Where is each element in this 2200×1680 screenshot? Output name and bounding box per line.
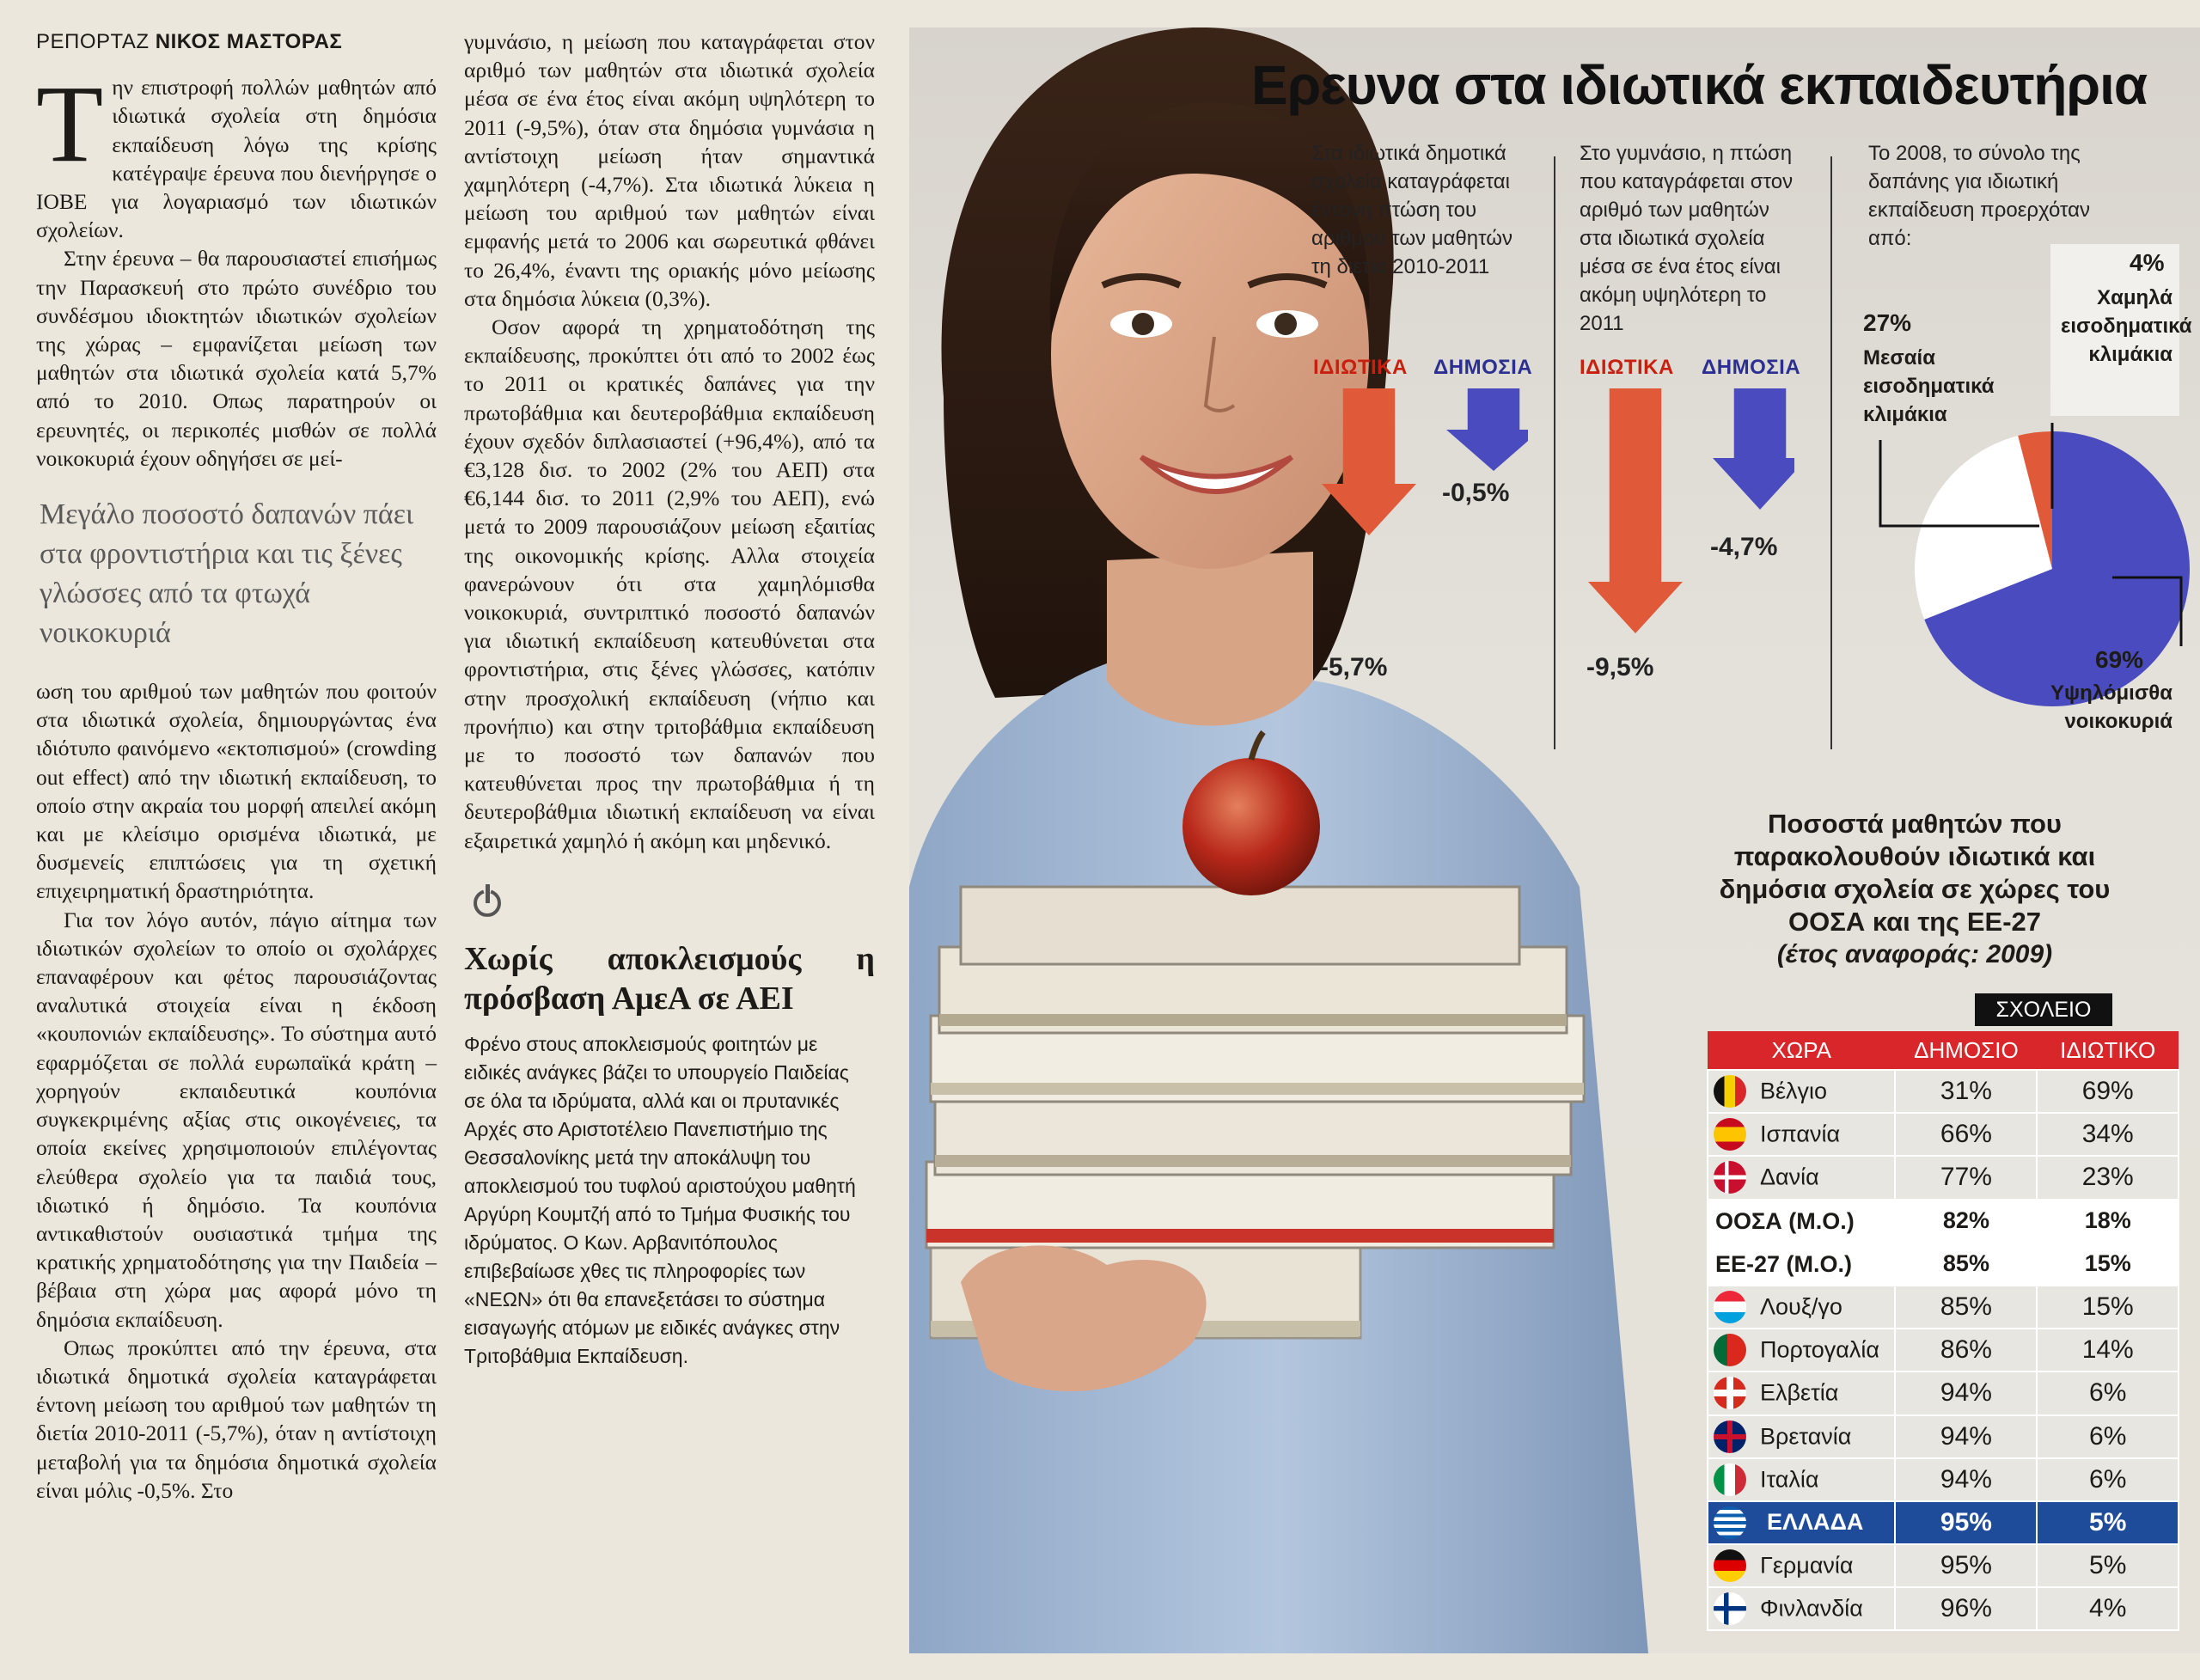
luxembourg-flag-icon (1714, 1291, 1746, 1323)
block2-private-value: -9,5% (1586, 653, 1654, 681)
paragraph-2: Στην έρευνα – θα παρουσιαστεί επισήμως την Παρασκευή στο πρώτο συνέδριο του συνδέσμου ιδιοκτητών ιδιωτικών σχολείων της χώρας – εμφανίζεται μείωση των μαθητών στα ιδιωτικά σχολεία κατά 5,7% από το 2010. Οπως παρατηρούν οι ερευνητές, οι περικοπές μισθών σε πολλά νοικοκυριά έχουν οδηγήσει σε μεί- (36, 246, 437, 471)
country-name: Ισπανία (1760, 1121, 1841, 1147)
country-name: Δανία (1760, 1164, 1819, 1190)
country-cell (1708, 1458, 1895, 1501)
sidebar-story (464, 884, 875, 1371)
table-group-header: ΣΧΟΛΕΙΟ (1975, 993, 2112, 1026)
block2-label-public: ΔΗΜΟΣΙΑ (1702, 356, 1801, 379)
private-cell: 4% (2037, 1587, 2179, 1630)
table-row (1708, 1415, 2179, 1458)
infographic-title: Ερευνα στα ιδιωτικά εκπαιδευτήρια (1251, 54, 2148, 116)
uk-flag-icon (1714, 1420, 1746, 1453)
table-row (1708, 1587, 2179, 1630)
country-name: Ιταλία (1760, 1466, 1819, 1493)
block1-text: Στα ιδιωτικά δημοτικά σχολεία καταγράφεται έντονη πτώση του αριθμού των μαθητών τη διετία 2010-2011 (1311, 142, 1512, 278)
table-row (1708, 1200, 2179, 1243)
table-subtitle: (έτος αναφοράς: 2009) (1776, 940, 2053, 968)
table-row (1708, 1243, 2179, 1286)
col-private: ΙΔΙΩΤΙΚΟ (2037, 1031, 2179, 1070)
block1-label-private: ΙΔΙΩΤΙΚΑ (1313, 356, 1408, 379)
block1-label-public: ΔΗΜΟΣΙΑ (1433, 356, 1533, 379)
portugal-flag-icon (1714, 1334, 1746, 1366)
table-header-row (1708, 1031, 2179, 1070)
slice-high-value: 69% (2095, 646, 2144, 673)
block2-public-arrow (1713, 388, 1794, 510)
public-cell: 85% (1895, 1286, 2037, 1329)
public-cell: 95% (1895, 1501, 2037, 1544)
power-icon (471, 884, 507, 920)
belgium-flag-icon (1714, 1075, 1746, 1108)
public-cell: 94% (1895, 1458, 2037, 1501)
public-cell: 66% (1895, 1113, 2037, 1156)
table-title: Ποσοστά μαθητών που παρακολουθούν ιδιωτικά και δημόσια σχολεία σε χώρες του ΟΟΣΑ και της ΕΕ-27 (1719, 809, 2111, 937)
country-cell (1708, 1371, 1895, 1414)
table-row (1708, 1371, 2179, 1414)
public-cell: 95% (1895, 1544, 2037, 1587)
sidebar-body: Φρένο στους αποκλεισμούς φοιτητών με ειδικές ανάγκες βάζει το υπουργείο Παιδείας σε όλα τα ιδρύματα, αλλά και οι πρυτανικές Αρχές στο Αριστοτέλειο Πανεπιστήμιο της Θεσσαλονίκης μετά την αποκάλυψη του αποκλεισμού του τυφλού αριστούχου μαθητή Αργύρη Κουμτζή από το Τμήμα Φυσικής του ιδρύματος. Ο Κων. Αρβανιτόπουλος επιβεβαίωσε χθες τις πληροφορίες των «ΝΕΩΝ» ότι θα επανεξετάσει το σύστημα εισαγωγής ατόμων με ειδικές ανάγκες στην Τριτοβάθμια Εκπαίδευση. (464, 1032, 856, 1367)
lead-paragraph-text: ην επιστροφή πολλών μαθητών από ιδιωτικά σχολεία στη δημόσια εκπαίδευση λόγω της κρίσης κατέγραψε έρευνα που διενήργησε ο ΙΟΒΕ για λογαριασμό των ιδιωτικών σχολείων. (36, 75, 437, 243)
drop-cap: Τ (36, 63, 104, 186)
country-table (1707, 1031, 2179, 1631)
private-cell: 6% (2037, 1415, 2179, 1458)
private-cell: 6% (2037, 1458, 2179, 1501)
country-name: Βέλγιο (1760, 1078, 1828, 1104)
private-cell: 23% (2037, 1156, 2179, 1199)
article-column-1 (36, 27, 437, 1505)
country-name: ΕΛΛΑΔΑ (1767, 1509, 1864, 1536)
paragraph-3: ωση του αριθμού των μαθητών που φοιτούν στα ιδιωτικά σχολεία, δημιουργώντας ένα ιδιότυπο φαινόμενο «εκτοπισμού» (crowding out effect) από την ιδιωτική εκπαίδευση, το οποίο στην ακραία του μορφή απειλεί ακόμη και με κλείσιμο ορισμένα ιδιωτικά, με δυσμενείς επιπτώσεις για τη σχετική επιχειρηματική δραστηριότητα. (36, 679, 437, 904)
block2-public-value: -4,7% (1710, 533, 1778, 561)
slice-mid-label: Μεσαία εισοδηματικά κλιμάκια (1863, 346, 1995, 426)
country-cell (1708, 1113, 1895, 1156)
paragraph-5: Οπως προκύπτει από την έρευνα, στα ιδιωτικά δημοτικά σχολεία καταγράφεται έντονη μείωση του αριθμού των μαθητών τη διετία 2010-2011 (-5,7%), όταν η αντίστοιχη μεταβολή για τα δημόσια δημοτικά σχολεία είναι μόλις -0,5%. Στο (36, 1335, 437, 1503)
country-cell (1708, 1070, 1895, 1113)
country-cell (1708, 1587, 1895, 1630)
private-cell: 69% (2037, 1070, 2179, 1113)
country-name: Βρετανία (1760, 1423, 1852, 1450)
divider-2 (1830, 156, 1832, 749)
country-cell (1708, 1156, 1895, 1199)
paragraph-4: Για τον λόγο αυτόν, πάγιο αίτημα των ιδιωτικών σχολείων το οποίο οι σχολάρχες επαναφέρουν και φέτος παρουσιάζοντας αναλυτικά στοιχεία είναι η έκδοση «κουπονιών εκπαίδευσης». Το σύστημα αυτό εφαρμόζεται σε πολλά ευρωπαϊκά κράτη – χορηγούν εκπαιδευτικά κουπόνια συγκεκριμένης αξίας στις οικογένειες, τα οποία εκείνες χρησιμοποιούν επιλέγοντας ελεύθερα σχολείο για τα παιδιά τους, ιδιωτικό ή δημόσιο. Τα κουπόνια αντικαθιστούν ουσιαστικά τμήμα της κρατικής χρηματοδότησης για την Παιδεία – βέβαια στη χώρα μας αφορά μόνο τη δημόσια εκπαίδευση. (36, 907, 437, 1332)
country-cell (1708, 1286, 1895, 1329)
public-cell: 94% (1895, 1415, 2037, 1458)
country-cell (1708, 1415, 1895, 1458)
table-row (1708, 1070, 2179, 1113)
country-cell (1708, 1200, 1895, 1243)
pull-quote: Μεγάλο ποσοστό δαπανών πάει στα φροντιστήρια και τις ξένες γλώσσες από τα φτωχά νοικοκυριά (40, 498, 414, 650)
byline (36, 27, 437, 56)
divider-1 (1554, 156, 1555, 749)
table-row (1708, 1458, 2179, 1501)
private-cell: 14% (2037, 1329, 2179, 1371)
private-cell: 15% (2037, 1286, 2179, 1329)
slice-low-label: Χαμηλά εισοδηματικά κλιμάκια (2061, 286, 2192, 366)
block1-private-value: -5,7% (1320, 653, 1388, 681)
block1-chart (1305, 388, 1528, 698)
germany-flag-icon (1714, 1549, 1746, 1582)
article-column-2 (464, 27, 875, 1371)
finland-flag-icon (1714, 1592, 1746, 1625)
slice-high-label: Υψηλόμισθα νοικοκυριά (2050, 681, 2172, 733)
private-cell: 18% (2037, 1200, 2179, 1243)
block3-text: Το 2008, το σύνολο της δαπάνης για ιδιωτική εκπαίδευση προερχόταν από: (1868, 142, 2091, 250)
country-name: Γερμανία (1760, 1552, 1854, 1579)
sidebar-headline: Χωρίς αποκλεισμούς η πρόσβαση ΑμεΑ σε ΑΕΙ (464, 940, 875, 1017)
country-name: Λουξ/γο (1760, 1293, 1842, 1320)
public-cell: 86% (1895, 1329, 2037, 1371)
infographic-panel (909, 27, 2200, 1653)
block2-private-arrow (1588, 388, 1683, 633)
country-name: Πορτογαλία (1760, 1336, 1880, 1363)
block1-public-arrow (1446, 388, 1528, 471)
greece-flag-icon (1714, 1506, 1746, 1539)
country-cell (1708, 1544, 1895, 1587)
table-row (1708, 1329, 2179, 1371)
slice-mid-value: 27% (1863, 309, 1912, 336)
private-cell: 5% (2037, 1501, 2179, 1544)
public-cell: 94% (1895, 1371, 2037, 1414)
public-cell: 31% (1895, 1070, 2037, 1113)
byline-label: ΡΕΠΟΡΤΑΖ (36, 30, 150, 53)
country-cell (1708, 1243, 1895, 1286)
country-cell (1708, 1501, 1895, 1544)
spain-flag-icon (1714, 1118, 1746, 1151)
block1-public-value: -0,5% (1442, 479, 1510, 507)
byline-name: ΝΙΚΟΣ ΜΑΣΤΟΡΑΣ (155, 30, 343, 53)
country-cell (1708, 1329, 1895, 1371)
italy-flag-icon (1714, 1463, 1746, 1496)
block2-text: Στο γυμνάσιο, η πτώση που καταγράφεται στον αριθμό των μαθητών στα ιδιωτικά σχολεία μέσα σε ένα έτος είναι ακόμη υψηλότερη το 2011 (1580, 142, 1794, 335)
country-name: Ελβετία (1760, 1379, 1839, 1406)
private-cell: 6% (2037, 1371, 2179, 1414)
block2-label-private: ΙΔΙΩΤΙΚΑ (1580, 356, 1674, 379)
public-cell: 77% (1895, 1156, 2037, 1199)
table-row (1708, 1156, 2179, 1199)
table-row (1708, 1544, 2179, 1587)
block1-private-arrow (1322, 388, 1416, 535)
private-cell: 34% (2037, 1113, 2179, 1156)
table-row (1708, 1286, 2179, 1329)
slice-low-value: 4% (2130, 249, 2165, 276)
col-country: ΧΩΡΑ (1708, 1031, 1895, 1070)
table-row (1708, 1501, 2179, 1544)
public-cell: 96% (1895, 1587, 2037, 1630)
col-public: ΔΗΜΟΣΙΟ (1895, 1031, 2037, 1070)
paragraph-6: γυμνάσιο, η μείωση που καταγράφεται στον αριθμό των μαθητών στα ιδιωτικά σχολεία μέσα σε ένα έτος είναι ακόμη υψηλότερη το 2011 (-9,5%), όταν στα δημόσια γυμνάσια η αντίστοιχη μείωση ήταν σημαντικά χαμηλότερη (-4,7%). Στα ιδιωτικά λύκεια η μείωση του αριθμού των μαθητών είναι εμφανής μετά το 2006 και σωρευτικά φθάνει το 26,4%, έναντι της οριακής μόνο μείωσης στα δημόσια λύκεια (0,3%). (464, 29, 875, 311)
country-name: ΕΕ-27 (Μ.Ο.) (1715, 1251, 1853, 1278)
switzerland-flag-icon (1714, 1377, 1746, 1409)
denmark-flag-icon (1714, 1161, 1746, 1194)
private-cell: 5% (2037, 1544, 2179, 1587)
private-cell: 15% (2037, 1243, 2179, 1286)
lead-paragraph (36, 63, 437, 244)
country-name: Φινλανδία (1760, 1595, 1863, 1622)
table-body (1708, 1070, 2179, 1630)
public-cell: 85% (1895, 1243, 2037, 1286)
table-row (1708, 1113, 2179, 1156)
public-cell: 82% (1895, 1200, 2037, 1243)
paragraph-7: Οσον αφορά τη χρηματοδότηση της εκπαίδευσης, προκύπτει ότι από το 2002 έως το 2011 οι κρατικές δαπάνες για την πρωτοβάθμια και δευτεροβάθμια εκπαίδευση έχουν σχεδόν διπλασιαστεί (+96,4%), από τα €3,128 δισ. το 2002 (2% του ΑΕΠ) στα €6,144 δισ. το 2011 (2,9% του ΑΕΠ), ενώ μετά το 2009 παρουσιάζουν μείωση εξαιτίας της οικονομικής κρίσης. Αλλα στοιχεία φανερώνουν ότι στα χαμηλόμισθα νοικοκυριά, συντριπτικό ποσοστό δαπανών για ιδιωτική εκπαίδευση κατευθύνεται στα φροντιστήρια, στις ξένες γλώσσες, κατόπιν στην προσχολική εκπαίδευση (νήπιο και προνήπιο) και στην τριτοβάθμια εκπαίδευση με το ποσοστό των δαπανών που κατευθύνεται προς την πρωτοβάθμια ή τη δευτεροβάθμια ιδιωτική εκπαίδευση να είναι εξαιρετικά χαμηλό ή ακόμη και μηδενικό. (464, 315, 875, 853)
country-name: ΟΟΣΑ (Μ.Ο.) (1715, 1207, 1855, 1234)
